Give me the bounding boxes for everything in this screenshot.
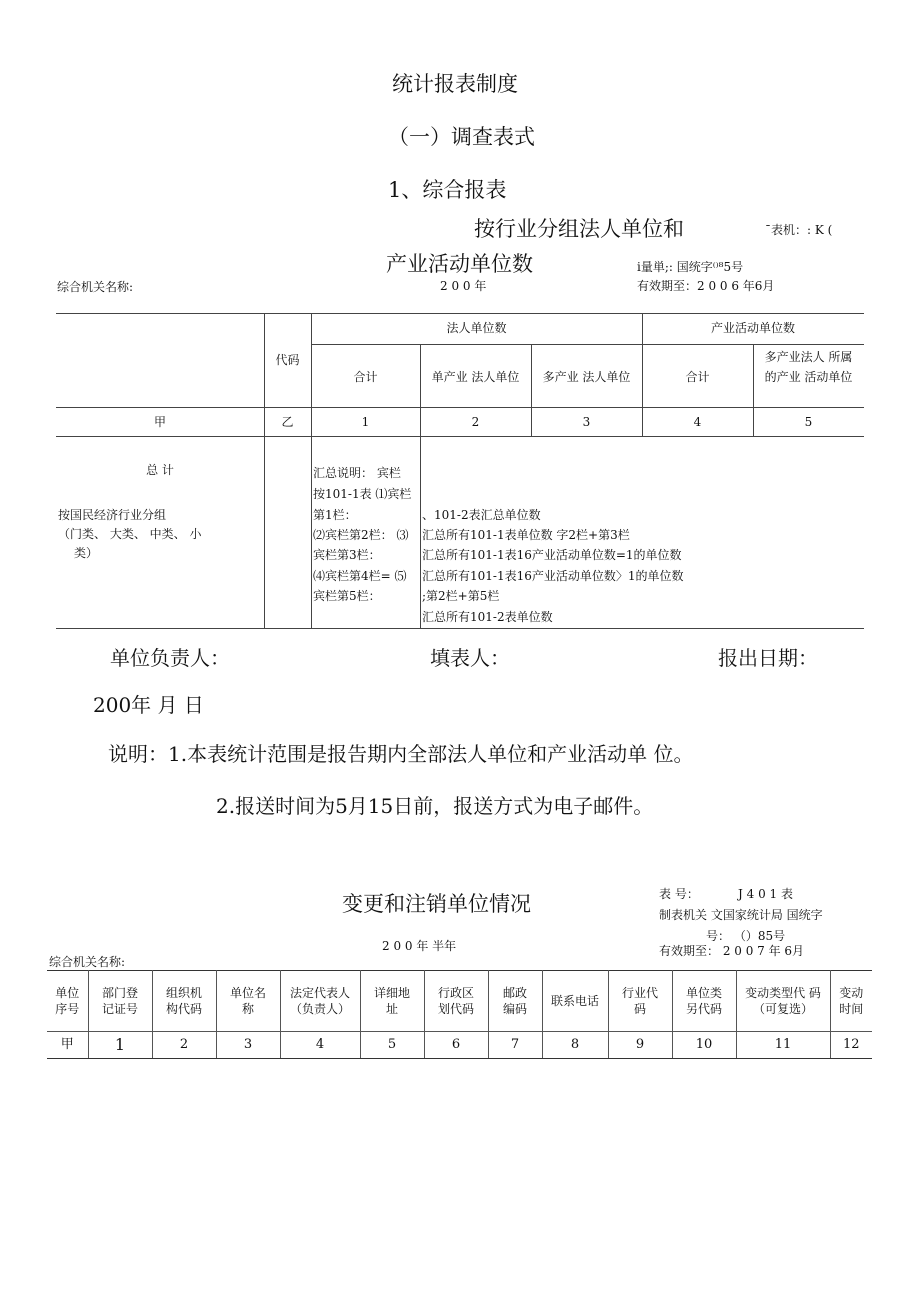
remark-line-1: 说明：1.本表统计范围是报告期内全部法人单位和产业活动单 位。 [108, 742, 694, 766]
col-change-type: 变动类型代 码 （可复选） [736, 971, 830, 1032]
header-activity-multi-l1: 多产业法人 所属 [764, 350, 853, 364]
form2-form-number-label: 表 号： [659, 887, 699, 901]
note-left-4: ⑵宾栏第2栏： ⑶ [313, 528, 409, 542]
page-title: 统计报表制度 [392, 72, 518, 96]
subsection-title: 1、综合报表 [388, 178, 507, 202]
note-left-7: 宾栏第5栏： [313, 589, 381, 603]
col-unit-seq: 单位 序号 [47, 971, 88, 1032]
col-unit-name: 单位名 称 [216, 971, 280, 1032]
index-4: 4 [693, 415, 702, 429]
form1-title-line1: 按行业分组法人单位和 [474, 217, 684, 241]
signature-head: 单位负责人： [110, 646, 230, 670]
form2-header-row [47, 971, 872, 1032]
col-registration-no: 部门登 记证号 [88, 971, 152, 1032]
note-right-2: 汇总所有101-1表单位数 字2栏+第3栏 [422, 528, 630, 542]
row-total-label: 总 计 [146, 463, 174, 477]
col-address: 详细地 址 [360, 971, 424, 1032]
index-5: 5 [804, 415, 813, 429]
index-3: 3 [582, 415, 591, 429]
col-legal-rep: 法定代表人 （负责人） [280, 971, 360, 1032]
table-cell: 10 [672, 1032, 736, 1059]
form2-index-row [47, 1032, 872, 1059]
table-cell: 8 [542, 1032, 608, 1059]
form2-form-number: J 4 0 1 表 [738, 887, 793, 901]
row-group-label-3: 类） [74, 546, 99, 560]
form1-valid-until: 有效期至：2 0 0 6 年6月 [637, 279, 775, 293]
form2-org-label: 综合机关名称: [49, 955, 126, 969]
col-industry-code: 行业代 码 [608, 971, 672, 1032]
remark-line-2: 2.报送时间为5月15日前，报送方式为电子邮件。 [216, 794, 654, 818]
form1-table [56, 313, 864, 629]
header-single-industry: 单产业 法人单位 [431, 370, 520, 384]
header-activity-multi-l2: 的产业 活动单位 [764, 370, 853, 384]
table-cell: 11 [736, 1032, 830, 1059]
form1-approval-number: i量単;: 国统字⁽⁾⁸5号 [637, 260, 744, 274]
note-right-4: 汇总所有101-1表16产业活动单位数〉1的单位数 [422, 569, 684, 583]
header-activity-total: 合计 [685, 370, 710, 384]
form2-valid: 有效期至： 2 0 0 7 年 6月 [659, 944, 805, 958]
index-jia: 甲 [153, 415, 166, 429]
col-org-code: 组织机 构代码 [152, 971, 216, 1032]
table-cell: 9 [608, 1032, 672, 1059]
table-cell: 6 [424, 1032, 488, 1059]
col-postcode: 邮政 编码 [488, 971, 542, 1032]
table-cell: 2 [152, 1032, 216, 1059]
note-right-5: ;第2栏+第5栏 [422, 589, 500, 603]
col-phone: 联系电话 [542, 971, 608, 1032]
form1-form-number: ˉ表机：: K ( [765, 223, 833, 237]
table-cell: 3 [216, 1032, 280, 1059]
note-left-2: 按101-1表 ⑴宾栏 [313, 487, 412, 501]
table-cell: 12 [830, 1032, 872, 1059]
signature-date-line: 200年 月 日 [93, 693, 204, 717]
form2-table [47, 970, 872, 1059]
index-1: 1 [361, 415, 370, 429]
section-title: （一）调查表式 [388, 125, 535, 149]
table-cell: 7 [488, 1032, 542, 1059]
form1-title-line2: 产业活动单位数 [386, 252, 533, 276]
note-right-6: 汇总所有101-2表单位数 [422, 610, 553, 624]
index-2: 2 [471, 415, 480, 429]
form2-title: 变更和注销单位情况 [342, 892, 531, 916]
form1-year: 2 0 0 年 [440, 279, 487, 293]
note-left-5: 宾栏第3栏： [313, 548, 381, 562]
signature-filler: 填表人： [430, 646, 510, 670]
header-legal-units: 法人单位数 [446, 321, 507, 335]
note-left-6: ⑷宾栏第4栏= ⑸ [313, 569, 407, 583]
col-admin-code: 行政区 划代码 [424, 971, 488, 1032]
form2-year: 2 0 0 年 半年 [382, 939, 457, 953]
table-cell: 甲 [47, 1032, 88, 1059]
table-cell: 1 [88, 1032, 152, 1059]
col-unit-type-code: 单位类 另代码 [672, 971, 736, 1032]
header-multi-industry: 多产业 法人单位 [542, 370, 631, 384]
note-right-1: 、101-2表汇总单位数 [422, 508, 541, 522]
row-group-label-2: （门类、 大类、 中类、 小 [58, 527, 202, 541]
form2-doc-number: 号： （）85号 [706, 929, 786, 943]
table-cell: 5 [360, 1032, 424, 1059]
note-left-3: 第1栏： [313, 508, 357, 522]
header-activity-units: 产业活动单位数 [710, 321, 795, 335]
table-cell: 4 [280, 1032, 360, 1059]
form1-org-label: 综合机关名称: [57, 280, 134, 294]
header-code: 代码 [275, 353, 300, 367]
header-total: 合计 [353, 370, 378, 384]
note-left-1: 汇总说明： 宾栏 [313, 466, 401, 480]
form2-issuer: 制表机关 文国家统计局 国统字 [659, 908, 823, 922]
index-yi: 乙 [281, 415, 294, 429]
row-group-label-1: 按国民经济行业分组 [58, 508, 167, 522]
note-right-3: 汇总所有101-1表16产业活动单位数=1的单位数 [422, 548, 682, 562]
col-change-time: 变动 时间 [830, 971, 872, 1032]
signature-date: 报出日期： [718, 646, 818, 670]
